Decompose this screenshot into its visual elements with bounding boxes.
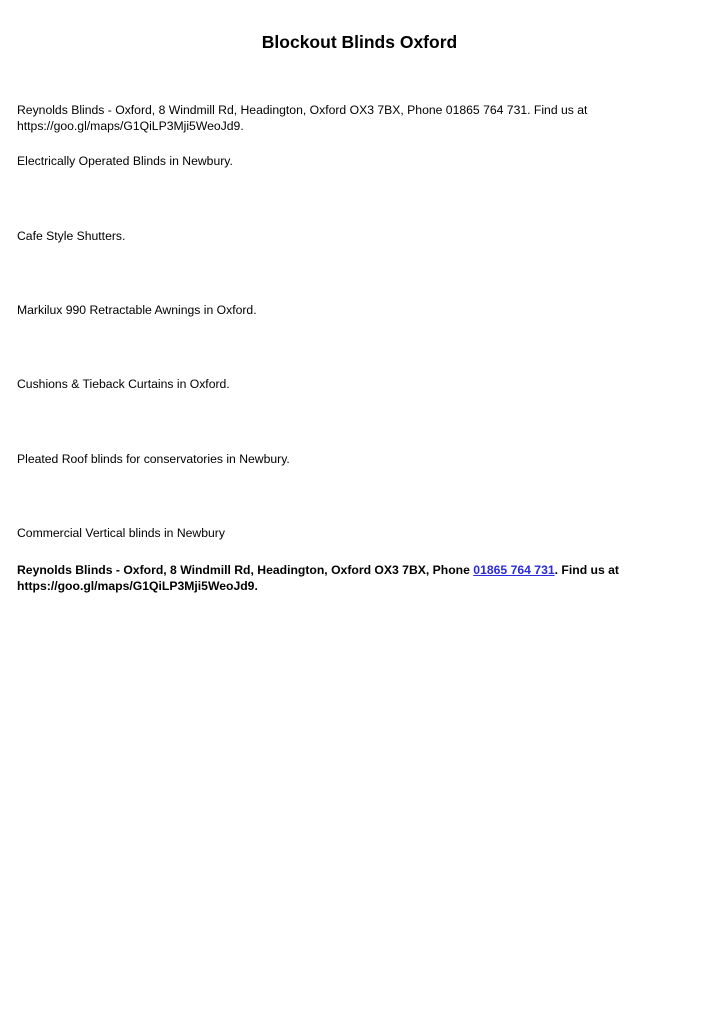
intro-line-2: https://goo.gl/maps/G1QiLP3Mji5WeoJd9.: [17, 118, 244, 133]
intro-paragraph: [17, 103, 697, 134]
item-awnings: Markilux 990 Retractable Awnings in Oxford.: [17, 303, 257, 317]
footer-suffix: . Find us at: [554, 563, 619, 577]
item-vertical-blinds: Commercial Vertical blinds in Newbury: [17, 526, 225, 540]
item-electric-blinds: Electrically Operated Blinds in Newbury.: [17, 154, 233, 168]
item-cushions-curtains: Cushions & Tieback Curtains in Oxford.: [17, 377, 230, 391]
item-cafe-shutters: Cafe Style Shutters.: [17, 229, 126, 243]
item-pleated-roof-blinds: Pleated Roof blinds for conservatories in Newbury.: [17, 452, 290, 466]
phone-link[interactable]: 01865 764 731: [473, 563, 555, 577]
footer-paragraph: [17, 563, 697, 594]
intro-line-1: Reynolds Blinds - Oxford, 8 Windmill Rd, Headington, Oxford OX3 7BX, Phone 01865 764 731. Find us at: [17, 103, 588, 117]
footer-line-2: https://goo.gl/maps/G1QiLP3Mji5WeoJd9.: [17, 578, 258, 593]
page-title: Blockout Blinds Oxford: [261, 32, 458, 52]
footer-prefix: Reynolds Blinds - Oxford, 8 Windmill Rd, Headington, Oxford OX3 7BX, Phone: [17, 563, 474, 577]
